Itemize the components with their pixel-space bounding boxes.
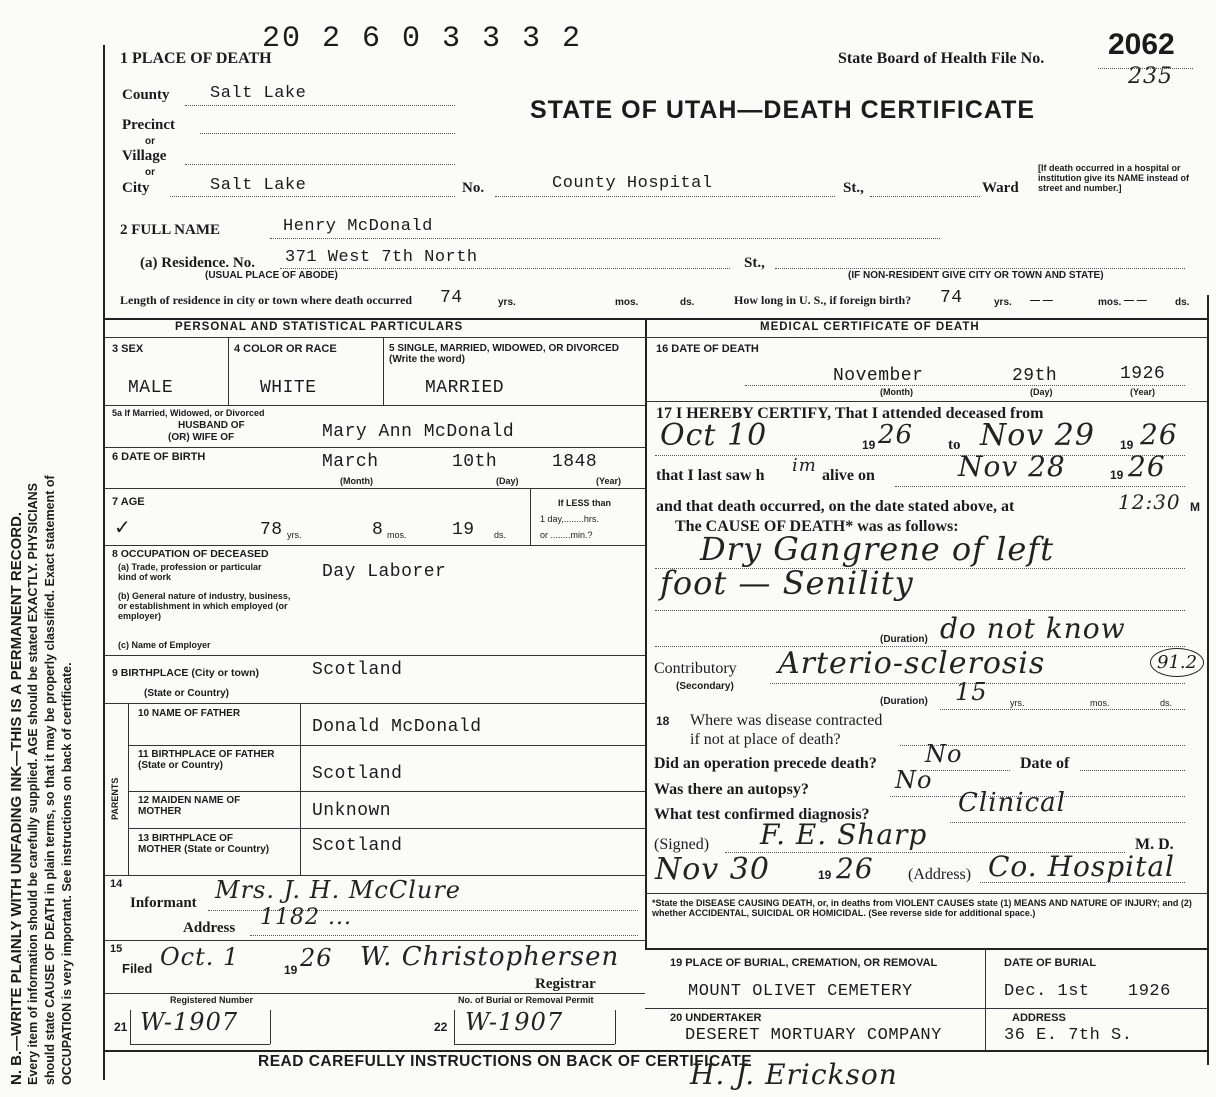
sidebar-line-4: OCCUPATION is very important. See instructions on back of certificate. (60, 662, 74, 1085)
full-name-value: Henry McDonald (283, 217, 433, 236)
medical-heading: MEDICAL CERTIFICATE OF DEATH (760, 321, 980, 333)
file-number: 2062 (1108, 28, 1175, 61)
operation-label: Did an operation precede death? (654, 755, 877, 772)
sidebar-line-1: N. B.—WRITE PLAINLY WITH UNFADING INK—THIS IS A PERMANENT RECORD. (8, 511, 25, 1085)
dob-label: 6 DATE OF BIRTH (112, 451, 206, 463)
mother-value: Unknown (312, 801, 392, 821)
sidebar-line-3: should state CAUSE OF DEATH in plain terms, so that it may be properly classified. Exact statement of (43, 475, 57, 1085)
test-label: What test confirmed diagnosis? (654, 806, 870, 823)
personal-heading: PERSONAL AND STATISTICAL PARTICULARS (175, 321, 464, 333)
burial-year: 1926 (1128, 982, 1171, 1001)
age-months: 8 (372, 520, 384, 540)
contracted-label-2: if not at place of death? (690, 731, 841, 748)
death-month: November (833, 366, 924, 386)
occupation-label: 8 OCCUPATION OF DECEASED (112, 548, 269, 560)
county-value: Salt Lake (210, 84, 307, 103)
precinct-label: Precinct (122, 117, 176, 133)
registrar-signature: W. Christophersen (360, 942, 620, 972)
city-value: Salt Lake (210, 176, 307, 195)
death-occurred-label: and that death occurred, on the date stated above, at (656, 498, 1015, 515)
full-name-label: 2 FULL NAME (120, 222, 221, 238)
residence-value: 371 West 7th North (285, 248, 478, 267)
left-border (103, 45, 105, 1080)
attended-to: Nov 29 (980, 418, 1095, 453)
operation-value: No (925, 740, 963, 768)
length-residence-years: 74 (440, 288, 463, 308)
undertaker-address: 36 E. 7th S. (1004, 1026, 1133, 1045)
last-saw-date: Nov 28 (958, 450, 1066, 483)
physician-address-label: (Address) (908, 866, 972, 883)
street-no-value: County Hospital (552, 174, 713, 193)
certify-label: 17 I HEREBY CERTIFY, That I attended deceased from (656, 405, 1044, 422)
death-day: 29th (1012, 366, 1058, 386)
parents-tag: PARENTS (110, 777, 120, 820)
cause-label: The CAUSE OF DEATH* was as follows: (675, 518, 959, 535)
dob-year: 1848 (552, 452, 598, 472)
birthplace-label: 9 BIRTHPLACE (City or town) (112, 667, 259, 679)
filed-label: Filed (122, 961, 153, 976)
ward-note: [If death occurred in a hospital or institution give its NAME instead of street and number.] (1038, 163, 1190, 193)
length-residence-label: Length of residence in city or town where death occurred (120, 293, 413, 307)
signed-label: (Signed) (654, 836, 710, 853)
informant-label: Informant (130, 895, 197, 911)
sidebar-instructions (8, 5, 76, 1085)
marital-label: 5 SINGLE, MARRIED, WIDOWED, OR DIVORCED (Write the word) (389, 343, 620, 365)
duration-value: do not know (940, 612, 1126, 645)
marital-value: MARRIED (425, 378, 505, 398)
residence-label: (a) Residence. No. (140, 255, 255, 271)
spouse-value: Mary Ann McDonald (322, 422, 515, 442)
cause-footnote: *State the DISEASE CAUSING DEATH, or, in deaths from VIOLENT CAUSES state (1) MEANS AND NATURE OF INJURY; and (2) whether ACCIDENTAL, SUICIDAL OR HOMICIDAL. (See reverse side for additional space.) (652, 898, 1192, 918)
village-label: Village (122, 148, 167, 164)
dob-day: 10th (452, 452, 498, 472)
place-heading: 1 PLACE OF DEATH (120, 50, 272, 67)
autopsy-label: Was there an autopsy? (654, 781, 809, 798)
informant-address-label: Address (183, 920, 236, 936)
color-value: WHITE (260, 378, 317, 398)
last-saw-label: that I last saw h (656, 467, 765, 484)
residence-st-label: St., (744, 255, 765, 271)
contributory-value: Arterio-sclerosis (778, 646, 1046, 681)
father-value: Donald McDonald (312, 717, 482, 737)
street-label: St., (843, 180, 864, 196)
age-days: 19 (452, 520, 475, 540)
cause-line-2: foot — Senility (660, 564, 914, 602)
age-label: 7 AGE (112, 496, 145, 508)
dob-month: March (322, 452, 379, 472)
footer-instructions: READ CAREFULLY INSTRUCTIONS ON BACK OF CERTIFICATE (258, 1053, 753, 1070)
contributory-label: Contributory (654, 660, 737, 677)
mother-birthplace-value: Scotland (312, 836, 403, 856)
age-years: 78 (260, 520, 283, 540)
burial-label: 19 PLACE OF BURIAL, CREMATION, OR REMOVAL (670, 957, 938, 969)
death-date-label: 16 DATE OF DEATH (656, 343, 759, 355)
birthplace-value: Scotland (312, 660, 403, 680)
serial-number: 20 2 6 0 3 3 3 2 (262, 22, 583, 56)
city-label: City (122, 180, 150, 196)
physician-signature: F. E. Sharp (760, 818, 928, 851)
registered-number: W-1907 (140, 1008, 239, 1036)
contributory-code: 91.2 (1150, 648, 1204, 677)
signed-date: Nov 30 (655, 852, 770, 887)
undertaker-signature: H. J. Erickson (690, 1058, 898, 1091)
father-label: 10 NAME OF FATHER (138, 708, 241, 719)
death-year: 1926 (1120, 364, 1166, 384)
filed-year: 26 (300, 944, 333, 972)
filed-value: Oct. 1 (160, 943, 240, 971)
burial-date-label: DATE OF BURIAL (1004, 957, 1097, 969)
contracted-label-1: Where was disease contracted (690, 712, 883, 729)
mother-birthplace-label: 13 BIRTHPLACE OF MOTHER (State or Country) (138, 833, 270, 855)
usual-abode-caption: (USUAL PLACE OF ABODE) (205, 270, 338, 281)
us-residence-label: How long in U. S., if foreign birth? (734, 293, 912, 307)
nonresident-caption: (IF NON-RESIDENT GIVE CITY OR TOWN AND STATE) (848, 270, 1104, 281)
file-sub-number: 235 (1128, 64, 1173, 89)
sex-label: 3 SEX (112, 343, 144, 355)
father-birthplace-label: 11 BIRTHPLACE OF FATHER (State or Country) (138, 749, 275, 771)
autopsy-value: No (895, 766, 933, 794)
certificate-title: STATE OF UTAH—DEATH CERTIFICATE (530, 96, 1036, 124)
death-time: 12:30 (1118, 490, 1181, 514)
informant-value: Mrs. J. H. McClure (215, 876, 462, 904)
undertaker-label: 20 UNDERTAKER (670, 1012, 762, 1024)
md-label: M. D. (1135, 836, 1174, 853)
undertaker-address-label: ADDRESS (1012, 1012, 1066, 1024)
mother-label: 12 MAIDEN NAME OF MOTHER (138, 795, 241, 817)
sex-value: MALE (128, 378, 174, 398)
burial-permit-number: W-1907 (465, 1008, 564, 1036)
county-label: County (122, 87, 170, 103)
ward-label: Ward (982, 180, 1019, 196)
street-no-label: No. (462, 180, 485, 196)
burial-place: MOUNT OLIVET CEMETERY (688, 982, 913, 1001)
sidebar-line-2: Every item of information should be carefully supplied. AGE should be stated EXACTLY. PHYSICIANS (26, 483, 40, 1085)
cause-line-1: Dry Gangrene of left (700, 530, 1055, 568)
burial-date: Dec. 1st (1004, 982, 1090, 1001)
us-residence-years: 74 (940, 288, 963, 308)
undertaker-value: DESERET MORTUARY COMPANY (685, 1026, 942, 1045)
file-label: State Board of Health File No. (838, 50, 1045, 67)
physician-address: Co. Hospital (988, 850, 1176, 883)
father-birthplace-value: Scotland (312, 764, 403, 784)
attended-from: Oct 10 (660, 418, 768, 453)
color-label: 4 COLOR OR RACE (234, 343, 337, 355)
occupation-value: Day Laborer (322, 562, 447, 582)
registrar-label: Registrar (535, 976, 596, 992)
test-value: Clinical (958, 788, 1066, 818)
informant-address-value: 1182 ... (260, 905, 352, 930)
contributory-duration: 15 (955, 678, 988, 706)
